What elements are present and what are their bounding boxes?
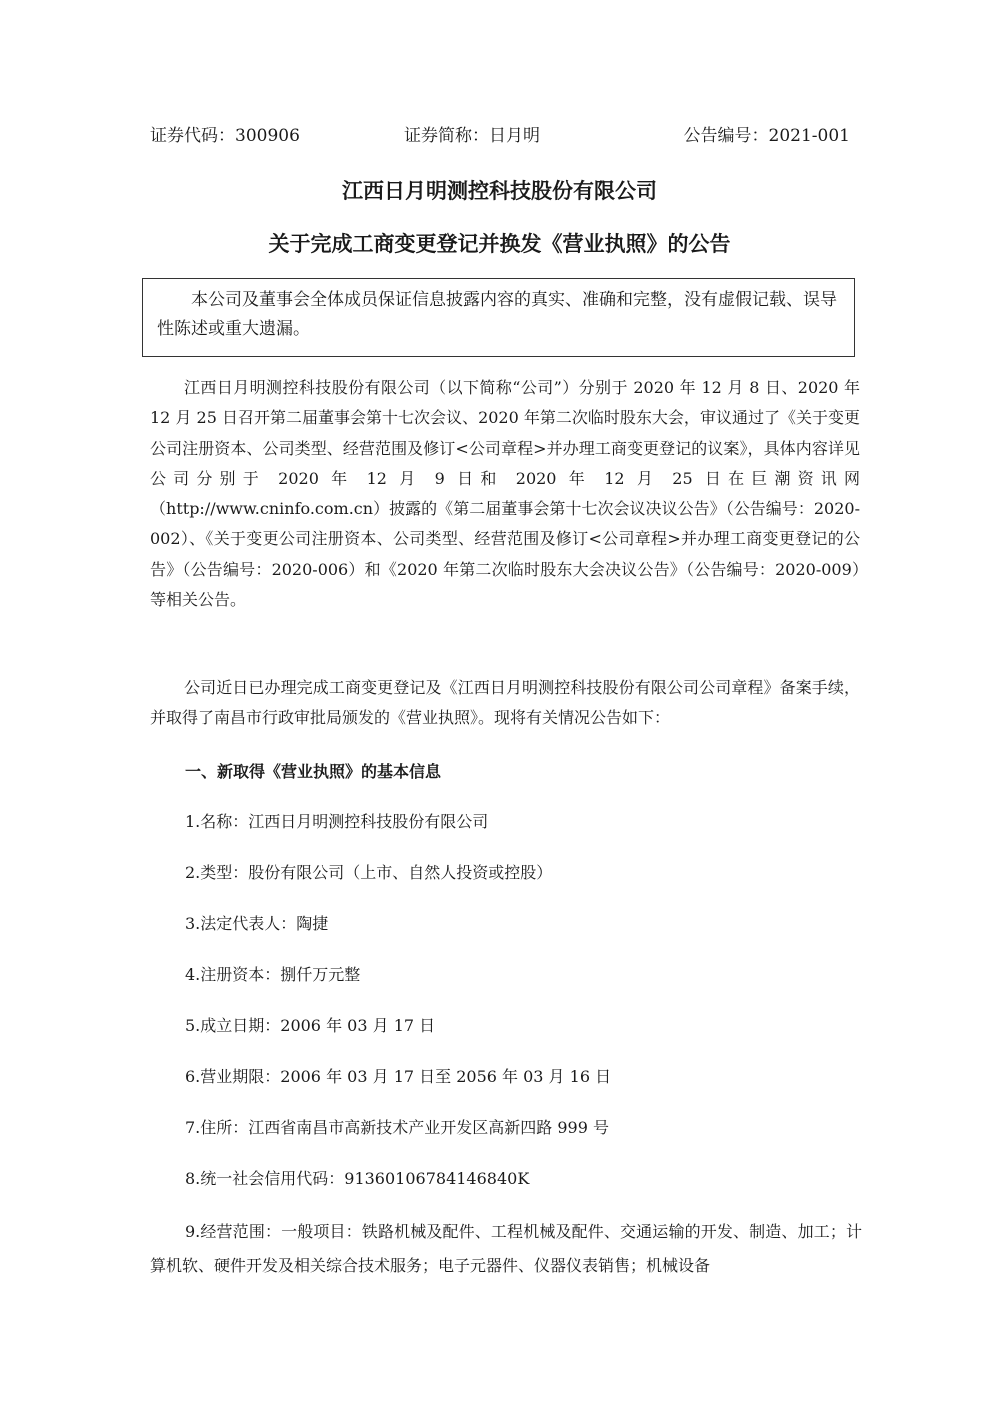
info-item-type: 2.类型：股份有限公司（上市、自然人投资或控股） [185, 863, 553, 882]
notice-number: 公告编号：2021-001 [683, 126, 850, 146]
info-item-term: 6.营业期限：2006 年 03 月 17 日至 2056 年 03 月 16 日 [185, 1067, 612, 1086]
company-title: 江西日月明测控科技股份有限公司 [342, 178, 657, 203]
paragraph-background: 江西日月明测控科技股份有限公司（以下简称“公司”）分别于 2020 年 12 月 8 日、2020 年 12 月 25 日召开第二届董事会第十七次会议、2020 年第二次临时股东大会，审议通过了《关于变更公司注册资本、公司类型、经营范围及修订<公司章程>并办理工商变更登记的议案》，具体内容详见公司分别于 2020 年 12 月 9 日和 2020 年 12 月 25 日在巨潮资讯网（http://www.cninfo.com.cn）披露的《第二届董事会第十七次会议决议公告》（公告编号：2020-002）、《关于变更公司注册资本、公司类型、经营范围及修订<公司章程>并办理工商变更登记的公告》（公告编号：2020-006）和《2020 年第二次临时股东大会决议公告》（公告编号：2020-009）等相关公告。 [150, 378, 860, 610]
info-item-capital: 4.注册资本：捌仟万元整 [185, 965, 361, 984]
info-item-legal-rep: 3.法定代表人：陶捷 [185, 914, 329, 933]
statement-box [142, 278, 855, 357]
statement-text: 本公司及董事会全体成员保证信息披露内容的真实、准确和完整，没有虚假记载、误导性陈述或重大遗漏。 [157, 290, 837, 339]
paragraph-completion: 公司近日已办理完成工商变更登记及《江西日月明测控科技股份有限公司公司章程》备案手续，并取得了南昌市行政审批局颁发的《营业执照》。现将有关情况公告如下： [150, 678, 860, 728]
notice-title: 关于完成工商变更登记并换发《营业执照》的公告 [268, 231, 731, 256]
info-item-name: 1.名称：江西日月明测控科技股份有限公司 [185, 812, 489, 831]
info-item-founded: 5.成立日期：2006 年 03 月 17 日 [185, 1016, 436, 1035]
section-heading: 一、新取得《营业执照》的基本信息 [185, 762, 442, 781]
info-item-address: 7.住所：江西省南昌市高新技术产业开发区高新四路 999 号 [185, 1118, 609, 1137]
info-item-credit-code: 8.统一社会信用代码：91360106784146840K [185, 1169, 530, 1188]
stock-code: 证券代码：300906 [150, 126, 300, 146]
header-line [150, 122, 850, 150]
info-item-business-scope: 9.经营范围：一般项目：铁路机械及配件、工程机械及配件、交通运输的开发、制造、加工；计算机软、硬件开发及相关综合技术服务；电子元器件、仪器仪表销售；机械设备 [150, 1222, 862, 1275]
stock-short-name: 证券简称：日月明 [404, 126, 540, 146]
